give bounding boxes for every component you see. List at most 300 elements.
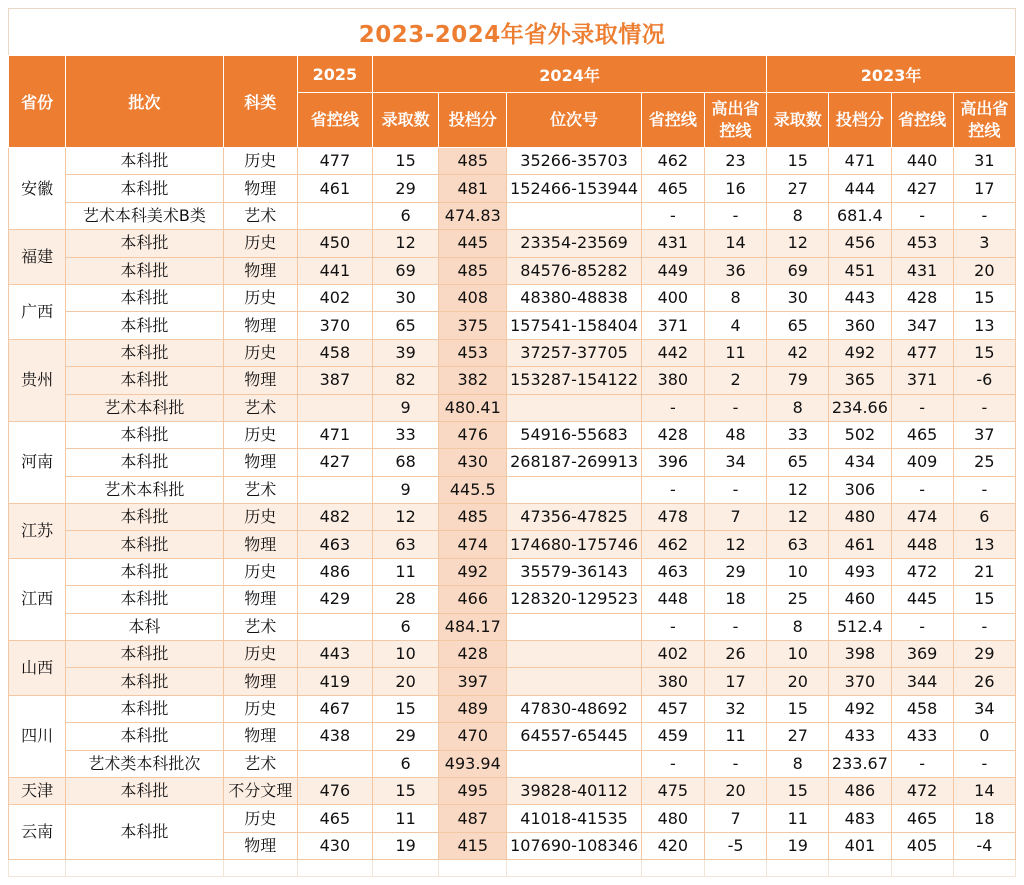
cell-2024-control-line: 380	[641, 367, 704, 394]
header-subject: 科类	[223, 56, 297, 148]
cell-subject: 艺术	[223, 202, 297, 229]
cell-province: 山西	[9, 641, 66, 696]
cell-2024-above-line: -	[704, 202, 766, 229]
admission-table-wrapper	[8, 8, 1016, 877]
cell-subject: 历史	[223, 558, 297, 585]
cell-2024-above-line: -	[704, 394, 766, 421]
cell-empty	[507, 860, 641, 877]
cell-2023-cutoff: 444	[829, 175, 891, 202]
cell-2023-above-line: 20	[953, 257, 1015, 284]
cell-2023-admitted: 27	[767, 175, 829, 202]
cell-2024-admitted: 11	[373, 558, 439, 585]
cell-2023-cutoff: 443	[829, 284, 891, 311]
title-row	[8, 8, 1016, 55]
cell-2023-control-line: -	[891, 613, 953, 640]
table-row	[9, 805, 1016, 832]
cell-2025-control-line	[297, 394, 372, 421]
cell-2023-above-line: 17	[953, 175, 1015, 202]
cell-2024-admitted: 9	[373, 476, 439, 503]
cell-subject: 艺术	[223, 394, 297, 421]
cell-2025-control-line	[297, 613, 372, 640]
cell-2023-control-line: 427	[891, 175, 953, 202]
cell-2025-control-line: 419	[297, 668, 372, 695]
cell-2025-control-line: 465	[297, 805, 372, 832]
header-2024-rank: 位次号	[507, 93, 641, 148]
cell-2023-control-line: 453	[891, 230, 953, 257]
cell-batch: 本科批	[66, 421, 223, 448]
cell-empty	[953, 860, 1015, 877]
cell-2023-above-line: 3	[953, 230, 1015, 257]
cell-2024-control-line: -	[641, 394, 704, 421]
cell-2023-cutoff: 480	[829, 504, 891, 531]
cell-2024-rank	[507, 613, 641, 640]
cell-2024-cutoff: 481	[439, 175, 507, 202]
cell-2023-admitted: 10	[767, 558, 829, 585]
cell-2024-cutoff: 484.17	[439, 613, 507, 640]
cell-2024-admitted: 39	[373, 339, 439, 366]
cell-2024-cutoff: 493.94	[439, 750, 507, 777]
cell-2023-above-line: 6	[953, 504, 1015, 531]
cell-empty	[66, 860, 223, 877]
cell-batch: 本科批	[66, 175, 223, 202]
cell-subject: 历史	[223, 284, 297, 311]
cell-2024-rank: 268187-269913	[507, 449, 641, 476]
cell-empty	[439, 860, 507, 877]
cell-2025-control-line: 387	[297, 367, 372, 394]
cell-batch: 本科	[66, 613, 223, 640]
cell-2024-rank: 41018-41535	[507, 805, 641, 832]
header-2024-cutoff: 投档分	[439, 93, 507, 148]
cell-2023-admitted: 15	[767, 695, 829, 722]
cell-subject: 物理	[223, 449, 297, 476]
table-row	[9, 476, 1016, 503]
cell-2024-cutoff: 485	[439, 148, 507, 175]
cell-2024-cutoff: 408	[439, 284, 507, 311]
header-batch: 批次	[66, 56, 223, 148]
cell-empty	[704, 860, 766, 877]
cell-subject: 物理	[223, 668, 297, 695]
cell-batch: 本科批	[66, 723, 223, 750]
cell-2024-admitted: 15	[373, 148, 439, 175]
cell-2023-cutoff: 460	[829, 586, 891, 613]
cell-2024-above-line: 16	[704, 175, 766, 202]
cell-2023-cutoff: 493	[829, 558, 891, 585]
cell-2023-above-line: 31	[953, 148, 1015, 175]
cell-2023-control-line: -	[891, 750, 953, 777]
cell-2024-control-line: 457	[641, 695, 704, 722]
cell-2023-above-line: 29	[953, 641, 1015, 668]
cell-2024-rank: 47830-48692	[507, 695, 641, 722]
cell-2024-control-line: 475	[641, 777, 704, 804]
cell-2024-rank	[507, 750, 641, 777]
cell-subject: 历史	[223, 504, 297, 531]
cell-2023-control-line: 409	[891, 449, 953, 476]
cell-2023-admitted: 12	[767, 230, 829, 257]
cell-2024-rank: 128320-129523	[507, 586, 641, 613]
cell-2023-admitted: 15	[767, 148, 829, 175]
cell-2024-cutoff: 382	[439, 367, 507, 394]
cell-2023-admitted: 8	[767, 394, 829, 421]
cell-2024-admitted: 69	[373, 257, 439, 284]
admission-table	[8, 55, 1016, 877]
table-row	[9, 668, 1016, 695]
table-row	[9, 421, 1016, 448]
cell-subject: 艺术	[223, 750, 297, 777]
cell-batch: 本科批	[66, 367, 223, 394]
table-row	[9, 394, 1016, 421]
cell-2024-cutoff: 445.5	[439, 476, 507, 503]
cell-2024-rank: 23354-23569	[507, 230, 641, 257]
cell-subject: 物理	[223, 832, 297, 859]
cell-batch: 本科批	[66, 668, 223, 695]
table-row	[9, 695, 1016, 722]
table-row	[9, 312, 1016, 339]
cell-2024-admitted: 11	[373, 805, 439, 832]
table-row	[9, 175, 1016, 202]
cell-2024-control-line: 402	[641, 641, 704, 668]
cell-2025-control-line	[297, 202, 372, 229]
cell-2024-rank: 153287-154122	[507, 367, 641, 394]
cell-2023-above-line: -	[953, 394, 1015, 421]
cell-2025-control-line: 429	[297, 586, 372, 613]
header-2023-admitted: 录取数	[767, 93, 829, 148]
cell-empty	[767, 860, 829, 877]
cell-batch: 本科批	[66, 449, 223, 476]
table-row	[9, 531, 1016, 558]
cell-2024-above-line: 8	[704, 284, 766, 311]
cell-2024-control-line: -	[641, 476, 704, 503]
cell-2024-above-line: 11	[704, 339, 766, 366]
cell-2024-control-line: -	[641, 202, 704, 229]
cell-2025-control-line: 471	[297, 421, 372, 448]
cell-subject: 不分文理	[223, 777, 297, 804]
cell-2025-control-line: 477	[297, 148, 372, 175]
header-year-2024: 2024年	[373, 56, 767, 93]
cell-2024-cutoff: 466	[439, 586, 507, 613]
cell-2023-above-line: 13	[953, 531, 1015, 558]
cell-2023-above-line: 14	[953, 777, 1015, 804]
cell-2024-above-line: -5	[704, 832, 766, 859]
cell-2024-rank	[507, 641, 641, 668]
cell-2024-cutoff: 487	[439, 805, 507, 832]
cell-2023-control-line: 472	[891, 558, 953, 585]
cell-2024-cutoff: 445	[439, 230, 507, 257]
cell-2023-control-line: 465	[891, 421, 953, 448]
cell-2025-control-line: 463	[297, 531, 372, 558]
cell-batch: 本科批	[66, 339, 223, 366]
cell-2023-control-line: 448	[891, 531, 953, 558]
cell-2023-above-line: -4	[953, 832, 1015, 859]
cell-2024-rank	[507, 202, 641, 229]
cell-2024-above-line: -	[704, 750, 766, 777]
cell-2023-above-line: -	[953, 202, 1015, 229]
cell-2025-control-line: 430	[297, 832, 372, 859]
cell-2025-control-line: 438	[297, 723, 372, 750]
cell-2023-admitted: 25	[767, 586, 829, 613]
cell-2024-admitted: 20	[373, 668, 439, 695]
cell-2024-admitted: 28	[373, 586, 439, 613]
cell-2025-control-line: 427	[297, 449, 372, 476]
cell-2024-control-line: 420	[641, 832, 704, 859]
cell-2024-rank: 47356-47825	[507, 504, 641, 531]
cell-subject: 历史	[223, 339, 297, 366]
cell-2023-cutoff: 512.4	[829, 613, 891, 640]
cell-2024-control-line: 465	[641, 175, 704, 202]
cell-subject: 物理	[223, 586, 297, 613]
table-row	[9, 449, 1016, 476]
cell-batch: 本科批	[66, 312, 223, 339]
cell-2024-admitted: 12	[373, 504, 439, 531]
cell-2023-cutoff: 681.4	[829, 202, 891, 229]
cell-2023-control-line: 405	[891, 832, 953, 859]
cell-2023-control-line: 458	[891, 695, 953, 722]
cell-2023-control-line: -	[891, 394, 953, 421]
cell-2025-control-line: 458	[297, 339, 372, 366]
cell-2024-admitted: 65	[373, 312, 439, 339]
cell-batch: 本科批	[66, 504, 223, 531]
cell-2024-admitted: 19	[373, 832, 439, 859]
cell-2023-control-line: 440	[891, 148, 953, 175]
cell-2024-rank: 48380-48838	[507, 284, 641, 311]
cell-2023-cutoff: 365	[829, 367, 891, 394]
cell-2024-above-line: 36	[704, 257, 766, 284]
cell-2023-control-line: 344	[891, 668, 953, 695]
cell-2024-admitted: 6	[373, 613, 439, 640]
cell-batch: 本科批	[66, 148, 223, 175]
cell-2023-above-line: 15	[953, 339, 1015, 366]
cell-2024-cutoff: 485	[439, 504, 507, 531]
cell-2024-rank: 174680-175746	[507, 531, 641, 558]
cell-2024-above-line: 32	[704, 695, 766, 722]
cell-2024-admitted: 6	[373, 750, 439, 777]
table-header	[9, 56, 1016, 148]
cell-2024-admitted: 29	[373, 723, 439, 750]
cell-2024-cutoff: 430	[439, 449, 507, 476]
cell-2024-admitted: 29	[373, 175, 439, 202]
cell-2024-rank: 84576-85282	[507, 257, 641, 284]
cell-subject: 物理	[223, 531, 297, 558]
cell-2023-control-line: 474	[891, 504, 953, 531]
cell-2024-control-line: 396	[641, 449, 704, 476]
cell-2023-cutoff: 483	[829, 805, 891, 832]
cell-2025-control-line: 486	[297, 558, 372, 585]
cell-batch: 艺术本科批	[66, 394, 223, 421]
header-2023-above-line: 高出省控线	[953, 93, 1015, 148]
cell-2024-rank	[507, 668, 641, 695]
cell-2023-admitted: 19	[767, 832, 829, 859]
cell-2023-above-line: 15	[953, 586, 1015, 613]
cell-2024-rank: 157541-158404	[507, 312, 641, 339]
cell-empty	[891, 860, 953, 877]
table-row	[9, 613, 1016, 640]
cell-2025-control-line: 467	[297, 695, 372, 722]
cell-2023-cutoff: 502	[829, 421, 891, 448]
cell-2024-control-line: 428	[641, 421, 704, 448]
cell-2023-cutoff: 451	[829, 257, 891, 284]
cell-2025-control-line: 450	[297, 230, 372, 257]
cell-2025-control-line: 443	[297, 641, 372, 668]
cell-subject: 历史	[223, 805, 297, 832]
cell-empty	[641, 860, 704, 877]
cell-2024-rank	[507, 476, 641, 503]
table-row	[9, 777, 1016, 804]
cell-2023-above-line: -	[953, 750, 1015, 777]
cell-subject: 历史	[223, 148, 297, 175]
cell-2023-admitted: 65	[767, 312, 829, 339]
cell-province: 江西	[9, 558, 66, 640]
cell-2023-admitted: 63	[767, 531, 829, 558]
cell-2025-control-line: 476	[297, 777, 372, 804]
cell-2024-admitted: 68	[373, 449, 439, 476]
cell-2023-above-line: 0	[953, 723, 1015, 750]
cell-subject: 艺术	[223, 613, 297, 640]
cell-province: 江苏	[9, 504, 66, 559]
cell-2024-admitted: 82	[373, 367, 439, 394]
cell-subject: 物理	[223, 723, 297, 750]
cell-2023-admitted: 69	[767, 257, 829, 284]
cell-2024-above-line: -	[704, 613, 766, 640]
cell-2024-control-line: 371	[641, 312, 704, 339]
cell-2024-rank: 39828-40112	[507, 777, 641, 804]
cell-batch: 艺术本科批	[66, 476, 223, 503]
cell-2024-above-line: 29	[704, 558, 766, 585]
cell-batch: 本科批	[66, 230, 223, 257]
cell-2025-control-line	[297, 476, 372, 503]
cell-2024-rank: 54916-55683	[507, 421, 641, 448]
cell-2023-admitted: 8	[767, 613, 829, 640]
cell-2023-admitted: 12	[767, 476, 829, 503]
cell-2024-admitted: 12	[373, 230, 439, 257]
cell-2024-above-line: 2	[704, 367, 766, 394]
header-2023-cutoff: 投档分	[829, 93, 891, 148]
cell-2023-above-line: 15	[953, 284, 1015, 311]
cell-2025-control-line: 370	[297, 312, 372, 339]
cell-subject: 历史	[223, 421, 297, 448]
cell-2024-cutoff: 495	[439, 777, 507, 804]
cell-batch: 艺术本科美术B类	[66, 202, 223, 229]
header-2024-admitted: 录取数	[373, 93, 439, 148]
cell-2024-above-line: 23	[704, 148, 766, 175]
table-body	[9, 148, 1016, 877]
cell-2024-admitted: 30	[373, 284, 439, 311]
cell-subject: 物理	[223, 257, 297, 284]
cell-2024-above-line: 48	[704, 421, 766, 448]
table-row	[9, 230, 1016, 257]
cell-2023-above-line: -	[953, 476, 1015, 503]
cell-2024-rank: 107690-108346	[507, 832, 641, 859]
cell-2023-admitted: 65	[767, 449, 829, 476]
cell-empty	[829, 860, 891, 877]
cell-2024-rank: 64557-65445	[507, 723, 641, 750]
cell-subject: 历史	[223, 230, 297, 257]
table-row	[9, 750, 1016, 777]
cell-2025-control-line: 482	[297, 504, 372, 531]
cell-batch: 本科批	[66, 558, 223, 585]
cell-2023-admitted: 11	[767, 805, 829, 832]
cell-2023-cutoff: 370	[829, 668, 891, 695]
cell-2024-rank: 35579-36143	[507, 558, 641, 585]
cell-2024-above-line: 14	[704, 230, 766, 257]
cell-2024-cutoff: 474.83	[439, 202, 507, 229]
cell-2023-above-line: 21	[953, 558, 1015, 585]
header-province: 省份	[9, 56, 66, 148]
cell-2023-control-line: 465	[891, 805, 953, 832]
cell-2024-admitted: 63	[373, 531, 439, 558]
cell-province: 河南	[9, 421, 66, 503]
table-row	[9, 284, 1016, 311]
cell-2023-control-line: 433	[891, 723, 953, 750]
table-row	[9, 723, 1016, 750]
cell-2024-rank: 35266-35703	[507, 148, 641, 175]
cell-province: 福建	[9, 230, 66, 285]
cell-subject: 历史	[223, 695, 297, 722]
cell-2024-above-line: 4	[704, 312, 766, 339]
cell-2023-cutoff: 492	[829, 339, 891, 366]
cell-province: 天津	[9, 777, 66, 804]
cell-batch: 本科批	[66, 641, 223, 668]
cell-2023-above-line: 34	[953, 695, 1015, 722]
cell-2024-admitted: 15	[373, 695, 439, 722]
cell-2024-control-line: -	[641, 750, 704, 777]
cell-2023-admitted: 8	[767, 202, 829, 229]
cell-2023-admitted: 30	[767, 284, 829, 311]
cell-2025-control-line: 441	[297, 257, 372, 284]
cell-2023-admitted: 12	[767, 504, 829, 531]
cell-2024-cutoff: 397	[439, 668, 507, 695]
cell-2024-rank: 37257-37705	[507, 339, 641, 366]
table-row	[9, 339, 1016, 366]
cell-subject: 艺术	[223, 476, 297, 503]
cell-2024-cutoff: 489	[439, 695, 507, 722]
cell-2023-cutoff: 456	[829, 230, 891, 257]
cell-2023-admitted: 33	[767, 421, 829, 448]
cell-empty	[297, 860, 372, 877]
cell-2024-control-line: 400	[641, 284, 704, 311]
cell-subject: 历史	[223, 641, 297, 668]
cell-batch: 本科批	[66, 777, 223, 804]
cell-2024-above-line: 12	[704, 531, 766, 558]
cell-2023-above-line: -6	[953, 367, 1015, 394]
cell-2024-control-line: 463	[641, 558, 704, 585]
cell-2023-above-line: 26	[953, 668, 1015, 695]
cell-2023-control-line: 472	[891, 777, 953, 804]
cell-2024-control-line: 449	[641, 257, 704, 284]
cell-batch: 本科批	[66, 805, 223, 860]
cell-2023-above-line: 37	[953, 421, 1015, 448]
cell-province: 云南	[9, 805, 66, 860]
cell-2023-control-line: 369	[891, 641, 953, 668]
cell-2024-above-line: 34	[704, 449, 766, 476]
cell-2023-control-line: 371	[891, 367, 953, 394]
cell-batch: 本科批	[66, 695, 223, 722]
cell-2023-control-line: 347	[891, 312, 953, 339]
cell-2024-cutoff: 428	[439, 641, 507, 668]
cell-2023-cutoff: 492	[829, 695, 891, 722]
cell-2023-admitted: 20	[767, 668, 829, 695]
cell-2023-above-line: 25	[953, 449, 1015, 476]
cell-2023-cutoff: 486	[829, 777, 891, 804]
cell-2024-above-line: 20	[704, 777, 766, 804]
cell-2023-control-line: 445	[891, 586, 953, 613]
table-row	[9, 148, 1016, 175]
header-2024-above-line: 高出省控线	[704, 93, 766, 148]
cell-2023-cutoff: 360	[829, 312, 891, 339]
cell-2024-admitted: 6	[373, 202, 439, 229]
cell-empty	[9, 860, 66, 877]
cell-2023-above-line: -	[953, 613, 1015, 640]
header-year-2023: 2023年	[767, 56, 1016, 93]
cell-2024-control-line: 480	[641, 805, 704, 832]
